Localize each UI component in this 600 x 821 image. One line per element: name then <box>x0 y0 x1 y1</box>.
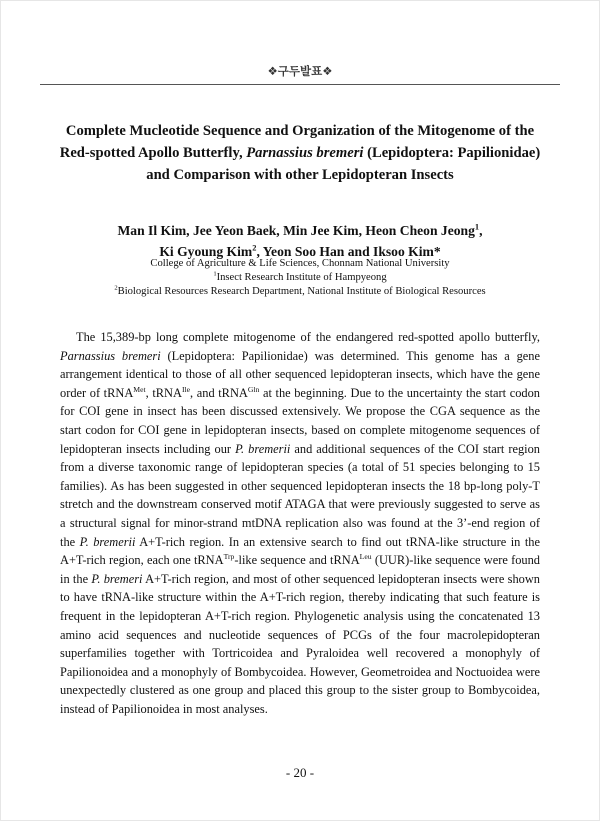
affiliation-marker: 2 <box>114 284 118 292</box>
affiliation-marker: 1 <box>213 270 217 278</box>
abstract-text: A+T-rich region. In an extensive search to find out tRNA-like structure in the A+T-rich region, each one tRNA <box>60 534 540 568</box>
author-names: Ki Gyoung Kim <box>159 244 253 259</box>
title-species: Parnassius bremeri <box>246 145 364 161</box>
species-name: P. bremerii <box>235 441 291 456</box>
abstract-text: (Lepidoptera: Papilionidae) was determined. This genome has a gene arrangement identical to those of all other sequenced lepidopteran insects, which have the gene order of tRNA <box>60 348 540 400</box>
author-separator: , <box>479 223 483 238</box>
affiliation-text: Insect Research Institute of Hampyeong <box>216 272 387 283</box>
page-header <box>40 62 560 80</box>
abstract-text: (UUR)-like sequence were found in the <box>60 553 540 586</box>
author-names: , Yeon Soo Han and Iksoo Kim* <box>256 244 441 259</box>
abstract-text: , tRNA <box>145 385 182 400</box>
affiliation-2 <box>40 285 560 299</box>
abstract-text: A+T-rich region, and most of other sequenced lepidopteran insects were shown to have tRNA-like structure within the A+T-rich region, thereby indicating that such feature is frequent in the lepidopteran A+T-rich region. Phylogenetic analysis using the concatenated 13 amino acid sequences and nucleotide sequences of PCGs of the four macrolepidopteran superfamilies together with Tortricoidea and Pyraloidea well recovered a monophyly of Papilionoidea and a monophyly of Bombycoidea. However, Geometroidea and Noctuoidea were unexpectedly clustered as one group and placed this group to the sister group to Bombycoidea, instead of Papilionoidea in most analyses. <box>60 571 540 716</box>
affiliation-main: College of Agriculture & Life Sciences, Chonnam National University <box>150 258 450 269</box>
affiliation-1 <box>40 271 560 285</box>
affiliation-marker: 1 <box>474 221 480 232</box>
header-divider <box>40 84 560 85</box>
title-text: Complete Mucleotide Sequence and Organization of the Mitogenome of the Red-spotted Apollo Butterfly, <box>59 123 535 161</box>
trna-superscript: Met <box>133 384 146 394</box>
species-name: P. bremeri <box>91 571 143 586</box>
affiliation-marker: 2 <box>252 242 257 253</box>
abstract-text: -like sequence and tRNA <box>234 553 360 568</box>
page-number: - 20 - <box>285 765 315 780</box>
abstract-text: and additional sequences of the COI start region from a diverse taxonomic range of lepidopteran species (a total of 51 species belonging to 15 families). As has been suggested in other sequenced lepidopteran insects the 18 bp-long poly-T stretch and the downstream conserved motif ATAGA that were previously suggested to serve as a structural signal for minor-strand mtDNA replication also was found at the 3’-end region of the <box>60 441 540 549</box>
trna-superscript: Trp <box>223 552 235 561</box>
title-text-end: (Lepidoptera: Papilionidae) and Comparison with other Lepidopteran Insects <box>146 145 541 183</box>
trna-superscript: Leu <box>359 552 372 561</box>
abstract-body <box>60 328 540 718</box>
affiliation-list <box>40 257 560 299</box>
section-label: ❖구두발표❖ <box>267 64 333 78</box>
species-name: P. bremerii <box>79 534 136 549</box>
author-list <box>40 220 560 262</box>
author-names: Man Il Kim, Jee Yeon Baek, Min Jee Kim, Heon Cheon Jeong <box>117 223 475 238</box>
abstract-text: , and tRNA <box>190 385 248 400</box>
species-name: Parnassius bremeri <box>60 348 161 363</box>
abstract-text: at the beginning. Due to the uncertainty the start codon for COI gene in insect has been discussed extensively. We propose the CGA sequence as the start codon for COI gene in lepidopteran insects, based on complete mitogenome sequences of lepidopteran insects including our <box>60 385 540 456</box>
paper-title <box>50 120 550 186</box>
trna-superscript: Gln <box>247 384 260 394</box>
affiliation-text: Biological Resources Research Department, National Institute of Biological Resources <box>117 286 486 297</box>
author-line-1 <box>40 220 560 241</box>
trna-superscript: Ile <box>181 384 191 394</box>
abstract-text: The 15,389-bp long complete mitogenome of the endangered red-spotted apollo butterfly, <box>76 330 540 344</box>
